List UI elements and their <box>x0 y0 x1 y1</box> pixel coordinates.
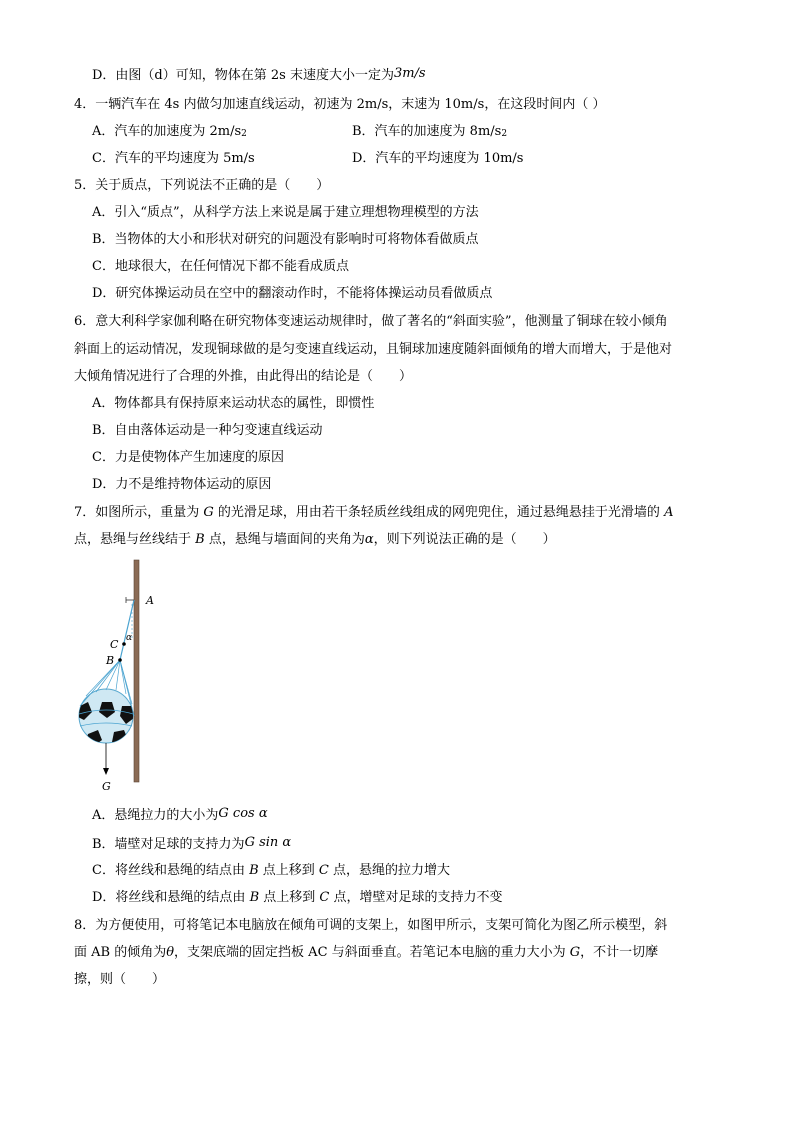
q7-option-d-c-point: C <box>319 890 330 905</box>
label-a: A <box>146 594 154 607</box>
q7-stem2-b-point: B <box>195 532 205 547</box>
q7-option-d-a: D．将丝线和悬绳的结点由 <box>92 890 250 905</box>
q5-stem: 5．关于质点，下列说法不正确的是（ ） <box>74 178 330 193</box>
soccer-ball <box>76 660 134 746</box>
q4-option-a-sub: 2 <box>241 129 247 139</box>
q7-option-a-text: A．悬绳拉力的大小为 <box>92 808 219 823</box>
q8-stem2-a: 面 AB 的倾角为 <box>74 945 167 960</box>
q7-option-b-expr: G sin α <box>244 835 292 850</box>
q6-stem-line2: 斜面上的运动情况，发现铜球做的是匀变速直线运动，且铜球加速度随斜面倾角的增大而增大，于是他对 <box>74 342 673 357</box>
q7-option-c <box>92 862 450 880</box>
q4-option-b-text: B．汽车的加速度为 8m/s <box>352 124 502 139</box>
q7-option-b-text: B．墙壁对足球的支持力为 <box>92 837 245 852</box>
q5-option-d: D．研究体操运动员在空中的翻滚动作时，不能将体操运动员看做质点 <box>92 286 493 301</box>
q7-stem1-g: G <box>203 505 214 520</box>
q4-option-c: C．汽车的平均速度为 5m/s <box>92 151 255 166</box>
q7-stem-line1 <box>74 504 673 522</box>
q7-option-c-a: C．将丝线和悬绳的结点由 <box>92 863 250 878</box>
q7-option-c-b-point: B <box>249 863 259 878</box>
q8-stem2-c: ，不计一切摩 <box>580 945 659 960</box>
q6-option-d: D．力不是维持物体运动的原因 <box>92 477 272 492</box>
q8-stem2-theta: θ <box>166 945 175 960</box>
q6-stem-line1: 6．意大利科学家伽利略在研究物体变速运动规律时，做了著名的“斜面实验”，他测量了铜球在较小倾角 <box>74 314 668 329</box>
q8-stem2-g: G <box>569 945 581 960</box>
q7-option-a <box>92 805 268 825</box>
q6-stem-line3: 大倾角情况进行了合理的外推，由此得出的结论是（ ） <box>74 369 413 384</box>
q7-option-d-c: 点，增壁对足球的支持力不变 <box>329 890 503 905</box>
q7-option-a-expr: G cos α <box>218 806 268 821</box>
q7-stem1-a: 7．如图所示，重量为 <box>74 505 204 520</box>
q3-option-d <box>92 65 426 85</box>
q7-option-c-c-point: C <box>318 863 329 878</box>
q6-option-a: A．物体都具有保持原来运动状态的属性，即惯性 <box>92 396 375 411</box>
q5-option-a: A．引入“质点”，从科学方法上来说是属于建立理想物理模型的方法 <box>92 205 479 220</box>
q4-option-d: D．汽车的平均速度为 10m/s <box>352 151 524 166</box>
q3-option-d-text: D．由图（d）可知，物体在第 2s 末速度大小一定为 <box>92 68 394 83</box>
label-c: C <box>110 638 119 651</box>
q4-option-b-sub: 2 <box>501 129 508 139</box>
q7-stem2-b: 点，悬绳与墙面间的夹角为 <box>204 532 365 547</box>
q7-stem1-a-point: A <box>664 505 674 520</box>
q4-option-a-text: A．汽车的加速度为 2m/s <box>92 124 242 139</box>
q6-option-c: C．力是使物体产生加速度的原因 <box>92 450 284 465</box>
q7-stem2-alpha: α <box>364 532 374 547</box>
q7-stem-line2 <box>74 531 556 549</box>
gravity-arrowhead <box>103 768 109 775</box>
q7-option-d-b: 点上移到 <box>259 890 320 905</box>
q7-option-d-b-point: B <box>249 890 260 905</box>
q3-option-d-value: 3m/s <box>393 66 426 81</box>
q5-option-c: C．地球很大，在任何情况下都不能看成质点 <box>92 259 349 274</box>
label-b: B <box>106 654 115 667</box>
q7-option-c-b: 点上移到 <box>258 863 319 878</box>
q7-figure-hanging-ball <box>74 556 184 796</box>
label-alpha: α <box>126 633 133 643</box>
q7-stem2-a: 点，悬绳与丝线结于 <box>74 532 196 547</box>
q8-stem-line2 <box>74 944 658 962</box>
point-b-dot <box>118 658 122 662</box>
q4-stem: 4．一辆汽车在 4s 内做匀加速直线运动，初速为 2m/s，末速为 10m/s，在这段时间内（ ） <box>74 97 606 112</box>
q4-option-b <box>352 123 507 143</box>
q5-option-b: B．当物体的大小和形状对研究的问题没有影响时可将物体看做质点 <box>92 232 479 247</box>
q7-option-b <box>92 834 291 854</box>
label-g: G <box>102 780 111 793</box>
wall <box>134 560 139 782</box>
q7-option-d <box>92 889 502 907</box>
q7-stem1-b: 的光滑足球，用由若干条轻质丝线组成的网兜兜住，通过悬绳悬挂于光滑墙的 <box>213 505 665 520</box>
q8-stem2-b: ，支架底端的固定挡板 AC 与斜面垂直。若笔记本电脑的重力大小为 <box>174 945 570 960</box>
q8-stem-line3: 擦，则（ ） <box>74 972 166 987</box>
q8-stem-line1: 8．为方便使用，可将笔记本电脑放在倾角可调的支架上，如图甲所示，支架可简化为图乙所示模型，斜 <box>74 918 668 933</box>
q6-option-b: B．自由落体运动是一种匀变速直线运动 <box>92 423 323 438</box>
q7-option-c-c: 点，悬绳的拉力增大 <box>328 863 451 878</box>
q7-stem2-c: ，则下列说法正确的是（ ） <box>373 532 556 547</box>
q4-option-a <box>92 123 247 143</box>
